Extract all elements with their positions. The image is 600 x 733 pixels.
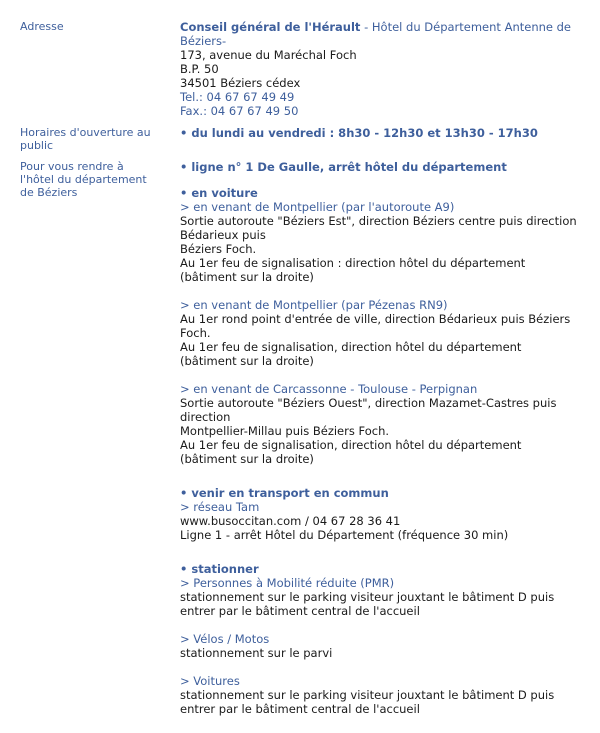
route-text: Sortie autoroute "Béziers Ouest", direction Mazamet-Castres puis direction <box>180 396 557 424</box>
address-bp: B.P. 50 <box>180 62 219 76</box>
address-city: 34501 Béziers cédex <box>180 76 301 90</box>
hours-label: Horaires d'ouverture au public <box>20 126 151 152</box>
parking-text: stationnement sur le parking visiteur jouxtant le bâtiment D puis entrer par le bâtiment central de l'accueil <box>180 688 555 716</box>
address-fax: Fax.: 04 67 67 49 50 <box>180 104 299 118</box>
parking-title: • stationner <box>180 562 259 576</box>
route-text: Béziers Foch. <box>180 242 257 256</box>
parking-text: stationnement sur le parking visiteur jouxtant le bâtiment D puis entrer par le bâtiment central de l'accueil <box>180 590 555 618</box>
tam-network-link[interactable]: > réseau Tam <box>180 500 260 514</box>
parking-pmr-link[interactable]: > Personnes à Mobilité réduite (PMR) <box>180 576 395 590</box>
directions-label: Pour vous rendre à l'hôtel du département de Béziers <box>20 160 147 199</box>
directions-row <box>0 152 600 716</box>
route-montpellier-a9-link[interactable]: > en venant de Montpellier (par l'autoroute A9) <box>180 200 455 214</box>
route-text: Au 1er rond point d'entrée de ville, direction Bédarieux puis Béziers Foch. <box>180 312 571 340</box>
bus-line-info: • ligne n° 1 De Gaulle, arrêt hôtel du département <box>180 160 507 174</box>
route-text: Sortie autoroute "Béziers Est", direction Béziers centre puis direction Bédarieux puis <box>180 214 577 242</box>
hours-row <box>0 118 600 152</box>
address-label: Adresse <box>20 20 64 33</box>
hours-content <box>160 126 580 140</box>
org-name-link[interactable]: Conseil général de l'Hérault <box>180 20 361 34</box>
parking-bikes-link[interactable]: > Vélos / Motos <box>180 632 270 646</box>
address-street: 173, avenue du Maréchal Foch <box>180 48 357 62</box>
route-text: Montpellier-Millau puis Béziers Foch. <box>180 424 390 438</box>
route-text: Au 1er feu de signalisation : direction hôtel du département (bâtiment sur la droite) <box>180 256 526 284</box>
address-row <box>0 0 600 118</box>
route-carcassonne-link[interactable]: > en venant de Carcassonne - Toulouse - Perpignan <box>180 382 478 396</box>
address-content <box>160 20 580 118</box>
transport-line-info: Ligne 1 - arrêt Hôtel du Département (fréquence 30 min) <box>180 528 509 542</box>
transport-contact: www.busoccitan.com / 04 67 28 36 41 <box>180 514 401 528</box>
route-text: Au 1er feu de signalisation, direction hôtel du département (bâtiment sur la droite) <box>180 340 522 368</box>
parking-text: stationnement sur le parvi <box>180 646 333 660</box>
car-section-title: • en voiture <box>180 186 258 200</box>
hours-value: • du lundi au vendredi : 8h30 - 12h30 et 13h30 - 17h30 <box>180 126 538 140</box>
directions-content <box>160 160 580 716</box>
address-tel: Tel.: 04 67 67 49 49 <box>180 90 295 104</box>
route-text: Au 1er feu de signalisation, direction hôtel du département (bâtiment sur la droite) <box>180 438 522 466</box>
org-subtitle: - Hôtel du Département Antenne de Béziers- <box>180 20 572 48</box>
route-montpellier-rn9-link[interactable]: > en venant de Montpellier (par Pézenas RN9) <box>180 298 448 312</box>
org-line <box>180 20 580 48</box>
public-transport-title: • venir en transport en commun <box>180 486 389 500</box>
parking-cars-link[interactable]: > Voitures <box>180 674 240 688</box>
